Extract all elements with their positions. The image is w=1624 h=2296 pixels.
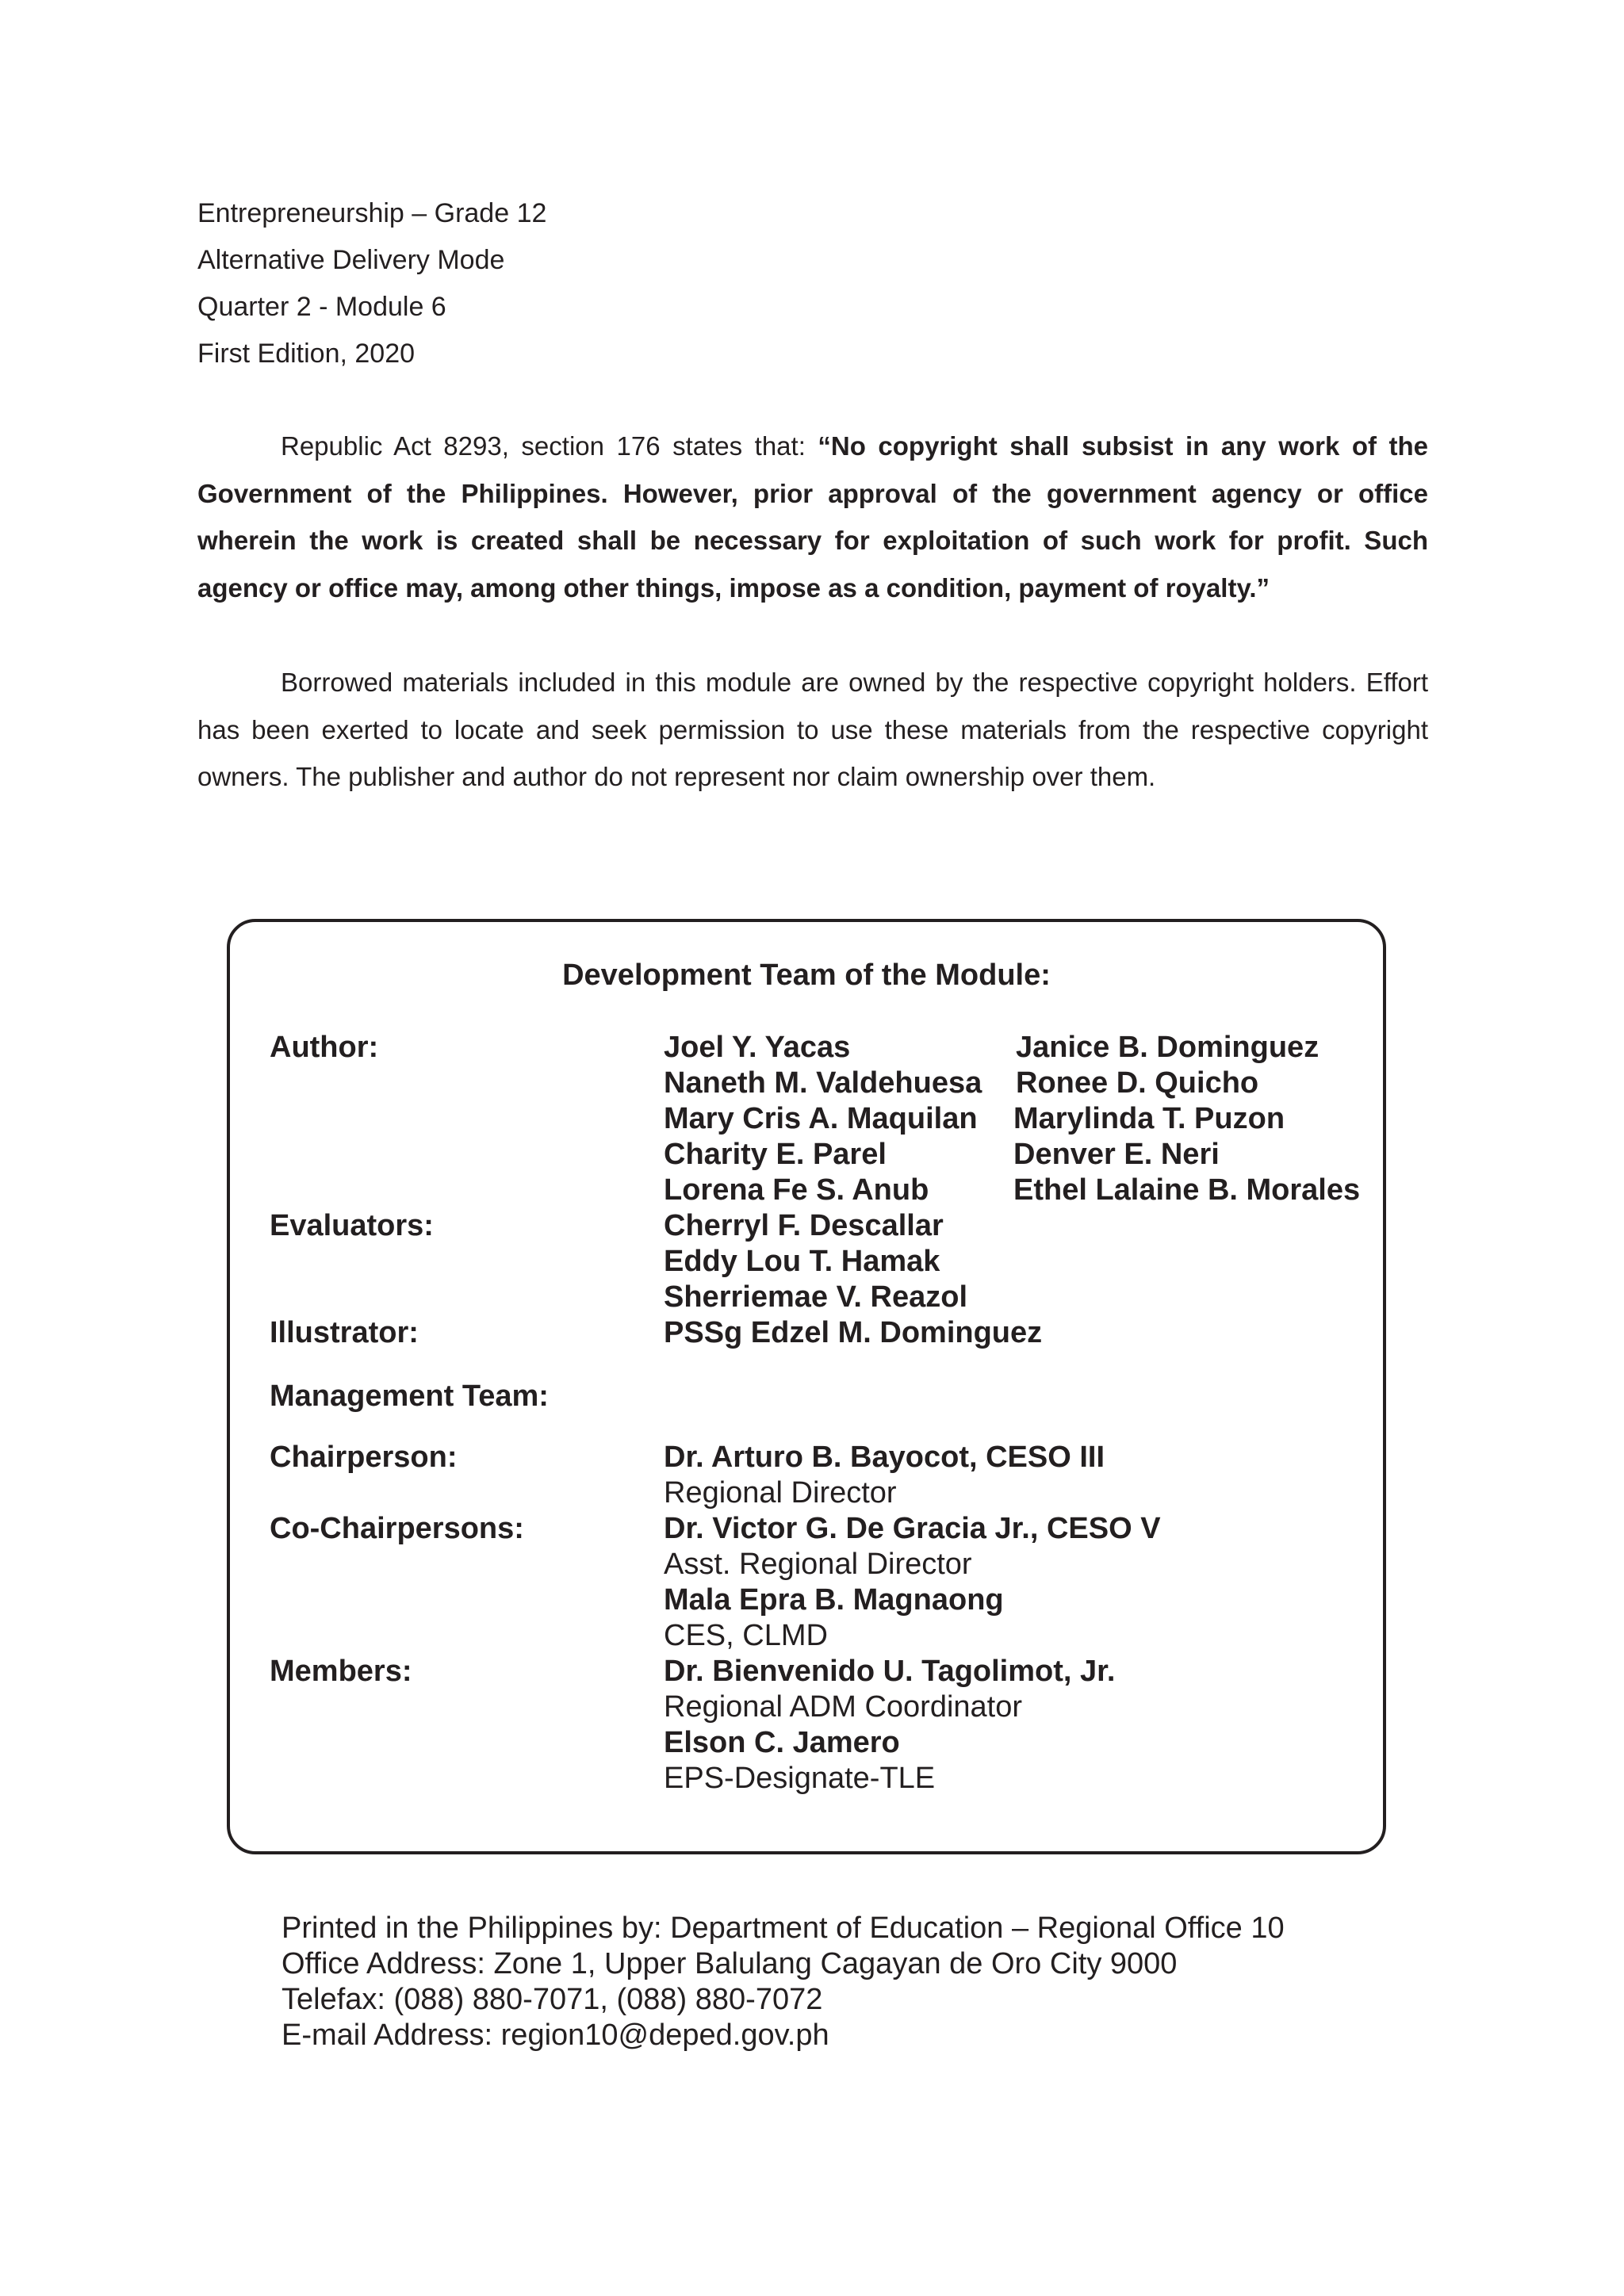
co-chairpersons-label: Co-Chairpersons: [270, 1512, 524, 1545]
borrowed-materials-paragraph: Borrowed materials included in this module are owned by the respective copyright holders. Effort has been exerted to locate and seek permission to use these materials from the respective copyright owners. The publisher and author do not represent nor claim ownership over them. [197, 668, 1428, 791]
member-name: Elson C. Jamero [664, 1726, 900, 1759]
author-name: Ronee D. Quicho [1016, 1066, 1259, 1100]
evaluator-name: Sherriemae V. Reazol [664, 1280, 968, 1314]
printed-by-line: Printed in the Philippines by: Department of Education – Regional Office 10 [282, 1911, 1285, 1945]
subject-line: Entrepreneurship – Grade 12 [197, 198, 547, 228]
member-name: Dr. Bienvenido U. Tagolimot, Jr. [664, 1655, 1116, 1688]
members-label: Members: [270, 1655, 412, 1688]
author-label: Author: [270, 1031, 379, 1064]
author-name: Mary Cris A. Maquilan [664, 1102, 978, 1135]
author-name: Ethel Lalaine B. Morales [1013, 1173, 1361, 1207]
author-name: Denver E. Neri [1013, 1138, 1220, 1171]
author-name: Lorena Fe S. Anub [664, 1173, 929, 1207]
module-header [197, 190, 546, 377]
telefax-line: Telefax: (088) 880-7071, (088) 880-7072 [282, 1983, 823, 2016]
chairperson-title: Regional Director [664, 1476, 897, 1510]
member-title: EPS-Designate-TLE [664, 1762, 936, 1795]
evaluators-label: Evaluators: [270, 1209, 434, 1242]
author-name: Marylinda T. Puzon [1013, 1102, 1285, 1135]
delivery-mode-line: Alternative Delivery Mode [197, 245, 505, 275]
author-name: Charity E. Parel [664, 1138, 887, 1171]
author-name: Janice B. Dominguez [1016, 1031, 1320, 1064]
edition-line: First Edition, 2020 [197, 339, 416, 369]
author-name: Joel Y. Yacas [664, 1031, 851, 1064]
publisher-footer [282, 1911, 1285, 2053]
quarter-module-line: Quarter 2 - Module 6 [197, 292, 446, 322]
co-chairperson-title: Asst. Regional Director [664, 1548, 972, 1581]
copyright-paragraph [197, 423, 1428, 611]
co-chairperson-title: CES, CLMD [664, 1619, 828, 1652]
illustrator-name: PSSg Edzel M. Dominguez [664, 1316, 1043, 1349]
chairperson-name: Dr. Arturo B. Bayocot, CESO III [664, 1441, 1105, 1474]
team-title: Development Team of the Module: [562, 959, 1051, 992]
author-name: Naneth M. Valdehuesa [664, 1066, 982, 1100]
copyright-quote: “No copyright shall subsist in any work of the Government of the Philippines. However, prior approval of the government agency or office wherein the work is created shall be necessary for exploitation of such work for profit. Such agency or office may, among other things, impose as a condition, payment of royalty.” [197, 431, 1428, 603]
copyright-intro: Republic Act 8293, section 176 states that: [281, 431, 818, 461]
evaluator-name: Eddy Lou T. Hamak [664, 1245, 940, 1278]
co-chairperson-name: Mala Epra B. Magnaong [664, 1583, 1004, 1617]
development-team-box [227, 919, 1386, 1854]
illustrator-label: Illustrator: [270, 1316, 419, 1349]
co-chairperson-name: Dr. Victor G. De Gracia Jr., CESO V [664, 1512, 1161, 1545]
management-team-label: Management Team: [270, 1380, 549, 1413]
office-address-line: Office Address: Zone 1, Upper Balulang Cagayan de Oro City 9000 [282, 1947, 1178, 1980]
email-line: E-mail Address: region10@deped.gov.ph [282, 2019, 829, 2052]
evaluator-name: Cherryl F. Descallar [664, 1209, 944, 1242]
chairperson-label: Chairperson: [270, 1441, 458, 1474]
member-title: Regional ADM Coordinator [664, 1690, 1023, 1724]
